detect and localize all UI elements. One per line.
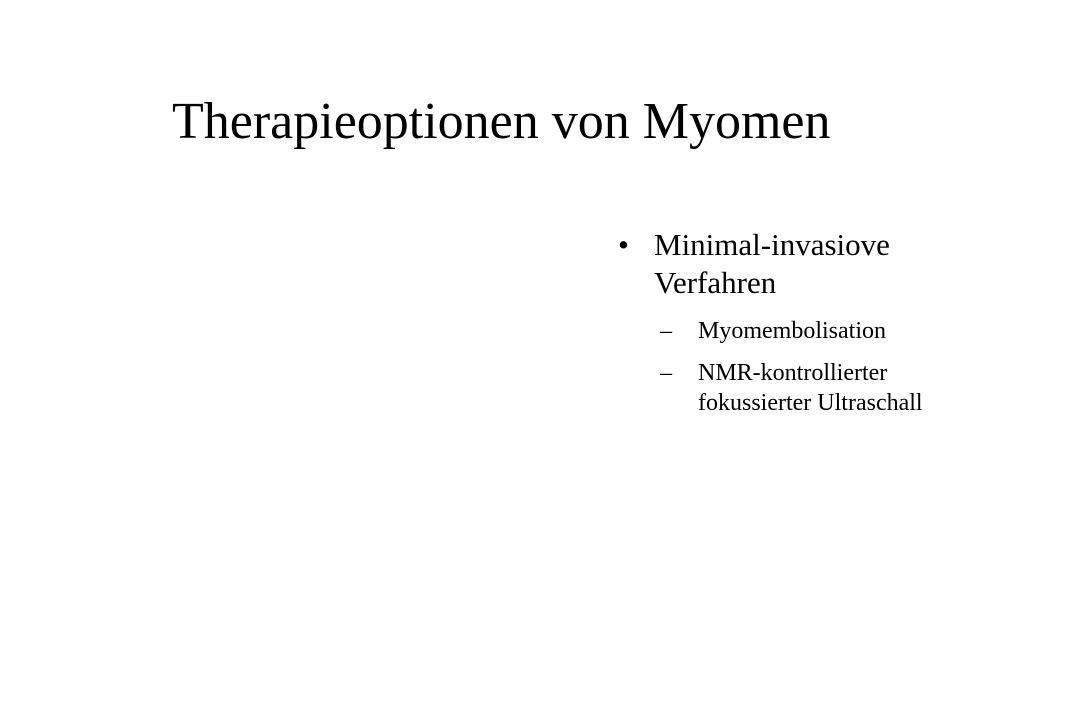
sub-bullet-marker: – [660,360,672,386]
sub-bullet-item [660,358,1038,418]
sub-bullet-text-line-1: NMR-kontrollierter [698,360,888,386]
sub-bullet-text-line-2: fokussierter Ultraschall [698,390,923,416]
sub-bullet-marker: – [660,318,672,344]
sub-bullet-text: Myomembolisation [698,318,886,344]
bullet-text-line-1: Minimal-invasiove [654,227,890,262]
sub-bullet-list [618,316,1038,418]
bullet-item [618,226,1038,302]
slide-title: Therapieoptionen von Myomen [172,93,831,150]
sub-bullet-item [660,316,1038,346]
slide-content [618,226,1038,430]
bullet-text-line-2: Verfahren [654,265,777,300]
bullet-marker: • [618,227,629,262]
